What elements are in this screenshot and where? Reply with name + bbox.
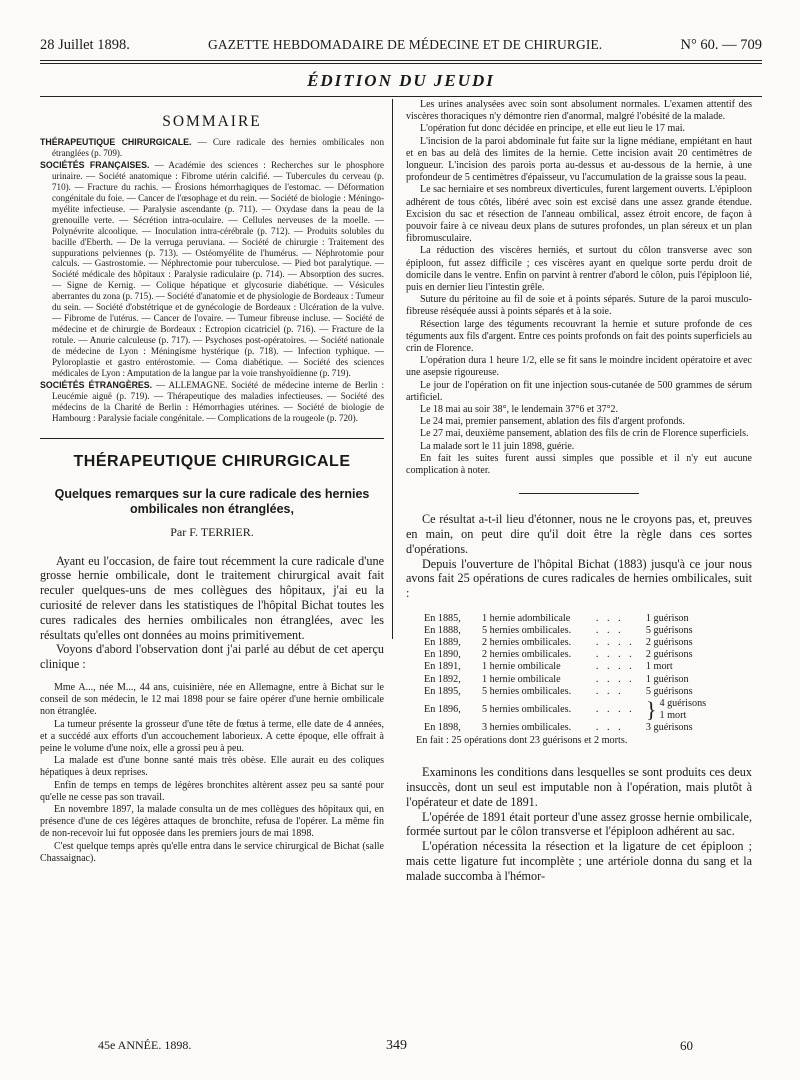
paragraph: Les urines analysées avec soin sont absolument normales. L'examen attentif des viscères thoraciques n'y démontre rien d'anormal, malgré l'obésité de la malade. — [406, 99, 752, 123]
paragraph: La malade sort le 11 juin 1898, guérie. — [420, 440, 575, 452]
table-row — [424, 649, 724, 661]
issue-number: N° 60. — 709 — [680, 37, 762, 53]
stat-year: En 1885, — [424, 613, 461, 625]
paragraph: En fait les suites furent aussi simples que possible et il n'y eut aucune complication à noter. — [406, 452, 752, 477]
paragraph: Le 18 mai au soir 38°, le lendemain 37°6 et 37°2. — [420, 404, 619, 416]
paragraph: Mme A..., née M..., 44 ans, cuisinière, née en Allemagne, entre à Bichat sur le conseil de son médecin, le 12 mai 1898 pour se faire opérer d'une hernie ombilicale non étranglée. — [40, 681, 384, 718]
sommaire-section — [40, 380, 384, 424]
paragraph: L'opération dura 1 heure 1/2, elle se fit sans le moindre incident opératoire et avec une asepsie rigoureuse. — [406, 355, 752, 379]
paragraph: Résection large des téguments recouvrant la hernie et suture profonde de ces téguments aux fils d'argent. Entre ces points profonds on fait des points superficiels au crin de Florence. — [406, 318, 752, 355]
paragraph: En novembre 1897, la malade consulta un de mes collègues des hôpitaux qui, en présence d'une de ces légères attaques de bronchite, refusa de l'opérer. La même fin de non-recevoir lui fut opposée dans les premiers jours de mai 1898. — [40, 803, 384, 840]
paragraph: La tumeur présente la grosseur d'une tête de fœtus à terme, elle date de 4 années, et a succédé aux efforts d'un accouchement laborieux. A cette époque, elle offrait à peine le volume d'une noix, elle a grossi peu à peu. — [40, 718, 384, 754]
table-row — [424, 674, 724, 686]
stat-count: 2 hernies ombilicales. — [482, 637, 572, 649]
journal-page — [40, 36, 762, 1060]
article-intro — [40, 554, 384, 672]
operation-statistics — [416, 613, 724, 747]
stat-result-part: 1 mort — [659, 709, 687, 721]
sommaire-title: SOMMAIRE — [162, 113, 262, 130]
stat-year: En 1890, — [424, 649, 461, 661]
sommaire-heading: THÉRAPEUTIQUE CHIRURGICALE. — [40, 137, 192, 147]
paragraph: Voyons d'abord l'observation dont j'ai parlé au début de cet aperçu clinique : — [40, 642, 384, 672]
stat-result: 5 guérisons — [645, 685, 693, 697]
paragraph: Le 24 mai, premier pansement, ablation des fils d'argent profonds. — [420, 416, 685, 428]
stat-result: 2 guérisons — [645, 637, 693, 649]
stat-year: En 1889, — [424, 637, 461, 649]
paragraph: Depuis l'ouverture de l'hôpital Bichat (1883) jusqu'à ce jour nous avons fait 25 opérations de cures radicales de hernies ombilicales, suit : — [406, 556, 752, 601]
header-rule — [40, 60, 762, 64]
sommaire-list — [40, 137, 384, 424]
table-row — [424, 637, 724, 649]
paragraph: Examinons les conditions dans lesquelles se sont produits ces deux insuccès, dont un seul est imputable non à l'opération, mais plutôt à l'opérateur et date de 1891. — [406, 765, 752, 809]
stat-leader: . . . — [595, 721, 624, 733]
stat-leader: . . . . — [595, 703, 635, 715]
stat-year: En 1892, — [424, 673, 461, 685]
paragraph: Ce résultat a-t-il lieu d'étonner, nous ne le croyons pas, et, preuves en main, on peut dire qu'il doit être la règle dans ces sortes d'opérations. — [406, 512, 752, 556]
table-row — [424, 698, 724, 722]
stat-leader: . . . — [595, 685, 624, 697]
stat-count: 1 hernie ombilicale — [482, 661, 561, 673]
stat-result: 1 guérison — [645, 673, 689, 685]
paragraph: L'incision de la paroi abdominale fut faite sur la ligne médiane, empiétant en haut et en bas au delà des limites de la hernie. Cette incision avait 20 centimètres de longueur. L'incision des parois porta au-dessus et au-dessous de la hernie, à une profondeur de 5 centimètres d'épaisseur, vu l'accumulation de la graisse sous la peau. — [406, 135, 752, 184]
observation-part-2 — [406, 99, 752, 477]
table-row — [424, 613, 724, 625]
stat-result: 5 guérisons — [645, 625, 693, 637]
paragraph: Enfin de temps en temps de légères bronchites altèrent assez peu sa santé pour qu'elle ne cesse pas son travail. — [40, 779, 384, 803]
right-column — [393, 99, 752, 1024]
stat-result: 3 guérisons — [645, 721, 693, 733]
stat-leader: . . . . — [595, 637, 635, 649]
edition-title: ÉDITION DU JEUDI — [307, 71, 495, 90]
volume-year: 45e ANNÉE. 1898. — [98, 1038, 192, 1052]
observation-part-1 — [40, 682, 384, 865]
stat-result — [642, 698, 724, 722]
table-row — [424, 686, 724, 698]
paragraph: La malade est d'une bonne santé mais très obèse. Elle aurait eu des coliques hépatiques à deux reprises. — [40, 755, 384, 779]
sommaire-section — [40, 160, 384, 378]
brace-glyph: } — [645, 696, 657, 722]
stat-result: 1 mort — [645, 661, 673, 673]
table-row — [424, 625, 724, 637]
paragraph: C'est quelque temps après qu'elle entra dans le service chirurgical de Bichat (salle Chassaignac). — [40, 840, 384, 864]
paragraph: Le 27 mai, deuxième pansement, ablation des fils de crin de Florence superficiels. — [420, 428, 749, 440]
paragraph: L'opération fut donc décidée en principe, et elle eut lieu le 17 mai. — [420, 123, 686, 135]
stat-year: En 1888, — [424, 625, 461, 637]
stat-count: 5 hernies ombilicales. — [482, 625, 572, 637]
issue-date: 28 Juillet 1898. — [40, 37, 130, 53]
sommaire-heading: SOCIÉTÉS FRANÇAISES. — [40, 160, 150, 171]
running-header — [40, 36, 762, 56]
sommaire-heading: SOCIÉTÉS ÉTRANGÈRES. — [40, 379, 153, 390]
stat-result-part: 4 guérisons — [659, 697, 707, 709]
stat-count: 3 hernies ombilicales. — [482, 721, 572, 733]
two-column-layout — [40, 99, 762, 1024]
stat-leader: . . . — [595, 625, 624, 637]
sommaire-text: — ALLEMAGNE. Société de médecine interne de Berlin : Leucémie aiguë (p. 719). — Thérapeutique des maladies infectieuses. — Société des médecins de la Charité de Berlin : Hémorrhagies utérines. — Société de biologie de Hambourg : Paralysie faciale congénitale. — Complications de la rougeole (p. 720). — [52, 379, 384, 423]
stat-result: 1 guérison — [645, 613, 689, 625]
stat-leader: . . . — [595, 613, 624, 625]
stat-leader: . . . . — [595, 649, 635, 661]
split-values — [659, 698, 706, 722]
page-number: 349 — [386, 1038, 407, 1053]
table-row — [424, 722, 724, 734]
journal-name: GAZETTE HEBDOMADAIRE DE MÉDECINE ET DE CHIRURGIE. — [208, 37, 603, 52]
section-title: THÉRAPEUTIQUE CHIRURGICALE — [73, 452, 351, 470]
stat-year: En 1891, — [424, 661, 461, 673]
paragraph: Le jour de l'opération on fit une injection sous-cutanée de 500 grammes de sérum artificiel. — [406, 379, 752, 403]
stat-count: 5 hernies ombilicales. — [482, 703, 572, 715]
discussion — [406, 512, 752, 601]
stat-count: 5 hernies ombilicales. — [482, 685, 572, 697]
split-result — [646, 698, 724, 722]
conclusion — [406, 765, 752, 883]
stat-count: 1 hernie ombilicale — [482, 673, 561, 685]
paragraph: L'opération nécessita la résection et la ligature de cet épiploon ; mais cette ligature fut incomplète ; une artériole donna du sang et la malade succomba à l'hémor- — [406, 839, 752, 883]
signature-mark: 60 — [680, 1038, 693, 1053]
statistics-table — [424, 613, 724, 734]
stat-leader: . . . . — [595, 661, 635, 673]
sommaire-rule — [40, 438, 384, 439]
paragraph: Suture du péritoine au fil de soie et à points séparés. Suture de la paroi musculo-fibreuse réséquée aussi à points séparés et à la soie. — [406, 294, 752, 318]
sommaire-text: — Académie des sciences : Recherches sur le phosphore urinaire. — Société anatomique : Fibrome utérin calcifié. — Tubercules du cerveau (p. 710). — Fracture du rachis. — Érosions hémorrhagiques de l'estomac. — Déformation congénitale du foie. — Cancer de l'œsophage et du rein. — Société de biologie : Méningo-myélite infectieuse. — Paralysie ascendante (p. 711). — Oxydase dans la peau de la grenouille verte. — Sécrétion intra-oculaire. — Cellules nerveuses de la moelle. — Polynévrite alcoolique. — Inoculation intra-cérébrale (p. 712). — Produits solubles du bacille d'Eberth. — De la verruga peruviana. — Société de chirurgie : Traitement des suppurations pelviennes (p. 713). — Ostéomyélite de l'humérus. — Néphrotomie pour calculs. — Gastrostomie. — Néphrectomie pour tuberculose. — Pied bot paralytique. — Société médicale des hôpitaux : Paralysie radiculaire (p. 714). — Absorption des sucres. — Signe de Kernig. — Colique hépatique et glycosurie diabétique. — Vésicules aberrantes du zona (p. 715). — Société d'anatomie et de physiologie de Bordeaux : Tumeur du sein. — Société d'obstétrique et de gynécologie de Bordeaux : Ulcération de la vulve. — Fibrome de l'utérus. — Cancer de l'ovaire. — Tumeur fibreuse incluse. — Société de médecine et de chirurgie de Bordeaux : Ectropion cicatriciel (p. 716). — Fracture de la rotule. — Anurie calculeuse (p. 717). — Psychoses post-opératoires. — Société nationale de médecine de Lyon : Méningisme hystérique (p. 718). — Infection typhique. — Pyloroplastie et gastro entérostomie. — Coma diabétique. — Société des sciences médicales de Lyon : Amputation de la langue par la voie transhyoïdienne (p. 719). — [52, 160, 384, 378]
article-title: Quelques remarques sur la cure radicale des hernies ombilicales non étranglées, — [54, 486, 370, 516]
paragraph: Ayant eu l'occasion, de faire tout récemment la cure radicale d'une grosse hernie ombilicale, dont le traitement chirurgical avait fait reculer quelques-uns de mes collègues des hôpitaux, j'ai eu la curiosité de relever dans les statistiques de l'hôpital Bichat toutes les cures radicales des hernies ombilicales non étranglées, avec les résultats qu'elles ont données au moins primitivement. — [40, 553, 384, 642]
sommaire-section — [40, 137, 384, 159]
paragraph: La réduction des viscères herniés, et surtout du côlon transverse avec son épiploon, fut assez difficile ; ces viscères ayant en quelque sorte perdu droit de domicile dans le ventre. Enfin on parvint à rentrer d'abord le côlon, puis l'épiploon lié, puis en dernier lieu l'intestin grêle. — [406, 245, 752, 294]
stat-result: 2 guérisons — [645, 649, 693, 661]
article-author: Par F. TERRIER. — [170, 524, 254, 539]
paragraph: L'opérée de 1891 était porteur d'une assez grosse hernie ombilicale, formée surtout par le côlon transverse et l'épiploon adhérent au sac. — [406, 809, 752, 839]
edition-rule — [40, 96, 762, 97]
stat-leader: . . . . — [595, 673, 635, 685]
sommaire-text: — Cure radicale des hernies ombilicales non étranglées (p. 709). — [52, 137, 384, 158]
stat-count: 1 hernie adombilicale — [482, 613, 571, 625]
stat-year: En 1895, — [424, 685, 461, 697]
table-row — [424, 661, 724, 673]
paragraph: Le sac herniaire et ses nombreux diverticules, furent largement ouverts. L'épiploon adhérent de tous côtés, libéré avec soin est excisé dans une assez grande étendue. Excision du sac et résection de l'anneau ombilical, assez étroit encore, de façon à pouvoir faire à ce niveau deux plans de sutures profondes, un plan séreux et un plan fibromusculaire. — [406, 184, 752, 245]
left-column — [40, 99, 392, 1024]
statistics-total: En fait : 25 opérations dont 23 guérisons et 2 morts. — [416, 735, 628, 747]
stat-year: En 1896, — [424, 703, 461, 715]
stat-year: En 1898, — [424, 721, 461, 733]
observation-end-rule — [519, 493, 639, 494]
stat-count: 2 hernies ombilicales. — [482, 649, 572, 661]
